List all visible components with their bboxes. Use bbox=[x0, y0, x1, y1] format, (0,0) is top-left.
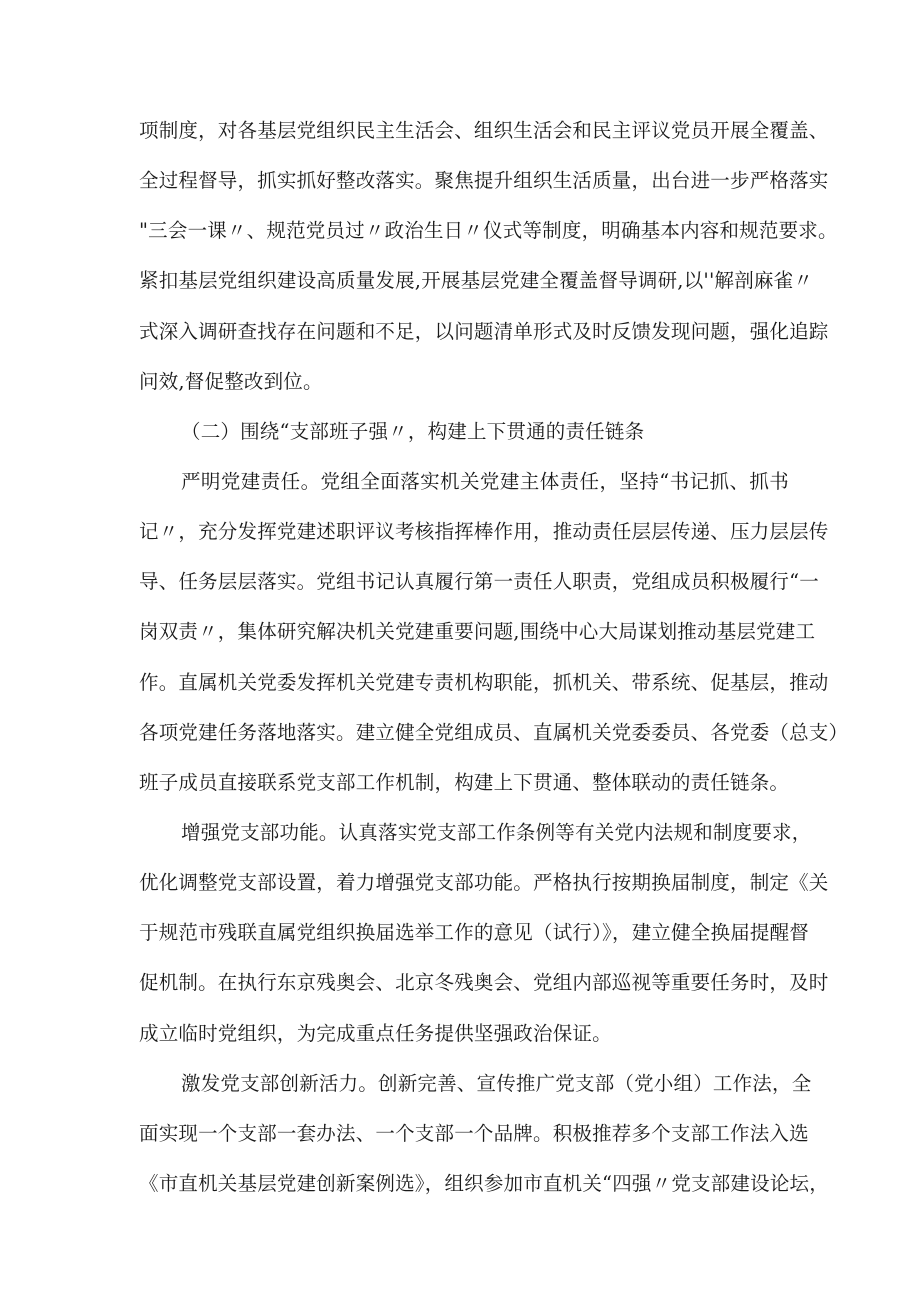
paragraph-line: 各项党建任务落地落实。建立健全党组成员、直属机关党委委员、各党委（总支） bbox=[139, 721, 849, 744]
paragraph-line: 增强党支部功能。认真落实党支部工作条例等有关党内法规和制度要求， bbox=[181, 821, 812, 844]
paragraph-line: 成立临时党组织，为完成重点任务提供坚强政治保证。 bbox=[139, 1022, 612, 1045]
paragraph-line: 《市直机关基层党建创新案例选》，组织参加市直机关“四强〃党支部建设论坛， bbox=[139, 1172, 829, 1195]
paragraph-line: 岗双责〃，集体研究解决机关党建重要问题,围绕中心大局谋划推动基层党建工 bbox=[139, 620, 816, 643]
paragraph-line: "三会一课〃、规范党员过〃政治生日〃仪式等制度，明确基本内容和规范要求。 bbox=[139, 219, 838, 242]
section-heading: （二）围绕“支部班子强〃，构建上下贯通的责任链条 bbox=[181, 420, 645, 443]
paragraph-line: 导、任务层层落实。党组书记认真履行第一责任人职责，党组成员积极履行“一 bbox=[139, 570, 819, 593]
paragraph-line: 紧扣基层党组织建设高质量发展,开展基层党建全覆盖督导调研,以''解剖麻雀〃 bbox=[139, 269, 814, 292]
paragraph-line: 作。直属机关党委发挥机关党建专责机构职能，抓机关、带系统、促基层，推动 bbox=[139, 671, 829, 694]
paragraph-line: 严明党建责任。党组全面落实机关党建主体责任，坚持“书记抓、抓书 bbox=[181, 470, 789, 493]
paragraph-line: 优化调整党支部设置，着力增强党支部功能。严格执行按期换届制度，制定《关 bbox=[139, 871, 829, 894]
paragraph-line: 促机制。在执行东京残奥会、北京冬残奥会、党组内部巡视等重要任务时，及时 bbox=[139, 971, 829, 994]
paragraph-line: 式深入调研查找存在问题和不足，以问题清单形式及时反馈发现问题，强化追踪 bbox=[139, 320, 829, 343]
paragraph-line: 全过程督导，抓实抓好整改落实。聚焦提升组织生活质量，出台进一步严格落实 bbox=[139, 169, 829, 192]
paragraph-line: 激发党支部创新活力。创新完善、宣传推广党支部（党小组）工作法，全 bbox=[181, 1072, 812, 1095]
paragraph-line: 面实现一个支部一套办法、一个支部一个品牌。积极推荐多个支部工作法入选 bbox=[139, 1122, 809, 1145]
paragraph-line: 记〃，充分发挥党建述职评议考核指挥棒作用，推动责任层层传递、压力层层传 bbox=[139, 520, 829, 543]
paragraph-line: 问效,督促整改到位。 bbox=[139, 370, 323, 393]
paragraph-line: 班子成员直接联系党支部工作机制，构建上下贯通、整体联动的责任链条。 bbox=[139, 771, 790, 794]
paragraph-line: 项制度，对各基层党组织民主生活会、组织生活会和民主评议党员开展全覆盖、 bbox=[139, 119, 829, 142]
paragraph-line: 于规范市残联直属党组织换届选举工作的意见（试行）》，建立健全换届提醒督 bbox=[139, 921, 810, 944]
